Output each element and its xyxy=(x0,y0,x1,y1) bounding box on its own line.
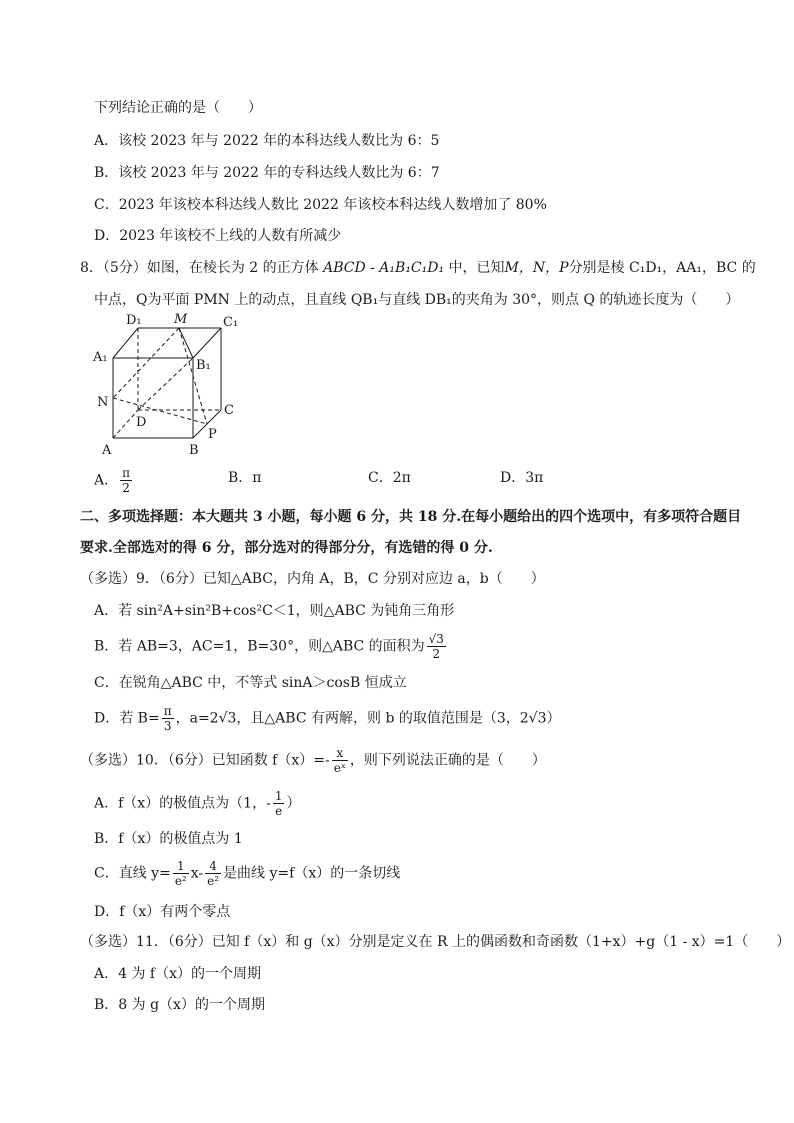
frac-numerator: √3 xyxy=(428,632,444,646)
q8-cube-name: ABCD - A₁B₁C₁D₁ xyxy=(323,260,445,276)
label-m: M xyxy=(174,312,188,327)
frac-denominator: 3 xyxy=(163,719,172,733)
frac-denominator: 2 xyxy=(432,647,441,661)
label-n: N xyxy=(97,395,109,410)
q8-line1-d: 分别是棱 C₁D₁，AA₁，BC 的 xyxy=(568,260,756,276)
q7-option-b: B．该校 2023 年与 2022 年的专科达线人数比为 6：7 xyxy=(94,165,440,181)
frac-denominator: e xyxy=(275,804,283,818)
line-mb1 xyxy=(179,328,193,358)
q10-option-c-a: C．直线 y= xyxy=(94,865,171,882)
label-p: P xyxy=(208,427,217,442)
q11-option-b: B．8 为 g（x）的一个周期 xyxy=(94,997,265,1013)
q8-line1-a: 8．（5分）如图，在棱长为 2 的正方体 xyxy=(80,260,324,276)
frac-denominator: e² xyxy=(174,874,187,888)
q7-option-a: A．该校 2023 年与 2022 年的本科达线人数比为 6：5 xyxy=(94,133,440,149)
q8-line1 xyxy=(80,258,756,278)
q8-option-d: D．3π xyxy=(500,470,544,486)
q9-option-d-b: ，a=2√3，且△ABC 有两解，则 b 的取值范围是（3，2√3） xyxy=(175,710,561,727)
four-over-e2-fraction xyxy=(205,859,221,888)
label-a1: A₁ xyxy=(93,350,108,365)
frac-numerator: π xyxy=(163,704,172,718)
q10-option-d: D．f（x）有两个零点 xyxy=(94,904,231,920)
one-over-e2-fraction xyxy=(173,859,189,888)
label-d1: D₁ xyxy=(126,313,142,328)
q11-stem: （多选）11．（6分）已知 f（x）和 g（x）分别是定义在 R 上的偶函数和奇函数（1+x）+g（1 - x）=1（ ） xyxy=(80,934,791,950)
frac-numerator: π xyxy=(122,466,131,480)
q8-line1-b: 中，已知 xyxy=(444,260,505,276)
q10-option-b: B．f（x）的极值点为 1 xyxy=(94,831,243,847)
frac-numerator: 1 xyxy=(274,789,283,803)
label-c1: C₁ xyxy=(223,315,239,330)
x-over-ex-fraction xyxy=(332,746,348,775)
q8-option-a-prefix: A． xyxy=(94,472,119,489)
line-db1 xyxy=(138,358,193,410)
cube-edge xyxy=(193,328,221,358)
q9-option-d xyxy=(94,704,561,733)
label-b: B xyxy=(189,443,199,458)
one-over-e-fraction xyxy=(273,789,285,818)
q8-option-b: B．π xyxy=(228,470,262,486)
q9-option-a: A．若 sin²A+sin²B+cos²C＜1，则△ABC 为钝角三角形 xyxy=(94,603,455,619)
q7-stem-tail: 下列结论正确的是（ ） xyxy=(94,100,262,116)
q9-stem: （多选）9．（6分）已知△ABC，内角 A，B，C 分别对应边 a，b（ ） xyxy=(80,571,545,587)
frac-denominator: eˣ xyxy=(333,761,346,775)
q10-option-c-mid: x- xyxy=(190,865,204,882)
label-d: D xyxy=(136,415,147,430)
q9-option-d-a: D．若 B= xyxy=(94,710,160,727)
q10-stem-a: （多选）10．（6分）已知函数 f（x）=- xyxy=(80,752,330,769)
q10-stem xyxy=(80,746,546,775)
frac-numerator: x xyxy=(332,746,348,761)
cube-hidden-edge xyxy=(113,410,138,438)
q9-option-b xyxy=(94,632,448,661)
q10-option-c-b: 是曲线 y=f（x）的一条切线 xyxy=(223,865,401,882)
q8-line2: 中点，Q为平面 PMN 上的动点，且直线 QB₁与直线 DB₁的夹角为 30°，则点 Q 的轨迹长度为（ ） xyxy=(94,292,740,308)
frac-denominator: e² xyxy=(207,874,220,888)
line-mn xyxy=(113,328,179,398)
q10-option-a-b: ） xyxy=(286,795,301,812)
cube-edge xyxy=(113,328,138,358)
frac-numerator: 1 xyxy=(173,859,189,874)
label-b1: B₁ xyxy=(196,358,211,373)
q10-option-a xyxy=(94,789,300,818)
q7-option-d: D．2023 年该校不上线的人数有所减少 xyxy=(94,228,342,244)
label-c: C xyxy=(224,403,234,418)
q7-option-c: C．2023 年该校本科达线人数比 2022 年该校本科达线人数增加了 80% xyxy=(94,197,547,213)
q9-option-c: C．在锐角△ABC 中，不等式 sinA＞cosB 恒成立 xyxy=(94,675,407,691)
frac-denominator: 2 xyxy=(122,481,130,495)
q11-option-a: A．4 为 f（x）的一个周期 xyxy=(94,966,261,982)
q8-option-c: C．2π xyxy=(368,470,411,486)
q10-option-a-a: A．f（x）的极值点为（1，- xyxy=(94,795,271,812)
q9-option-b-text: B．若 AB=3，AC=1，B=30°，则△ABC 的面积为 xyxy=(94,638,425,655)
frac-numerator: 4 xyxy=(205,859,221,874)
pi-over-3-fraction xyxy=(162,704,174,733)
sqrt3-over-2-fraction xyxy=(427,632,446,661)
pi-over-2-fraction xyxy=(120,466,132,495)
section2-heading-line1: 二、多项选择题：本大题共 3 小题，每小题 6 分，共 18 分.在每小题给出的四个选项中，有多项符合题目 xyxy=(80,509,742,525)
section2-heading-line2: 要求.全部选对的得 6 分，部分选对的得部分分，有选错的得 0 分. xyxy=(80,540,493,556)
label-a: A xyxy=(102,443,112,458)
q8-points: M，N，P xyxy=(504,260,569,276)
q8-option-a xyxy=(94,466,134,495)
q10-stem-b: ，则下列说法正确的是（ ） xyxy=(349,752,546,769)
cube-figure xyxy=(90,308,250,460)
q10-option-c xyxy=(94,859,400,888)
